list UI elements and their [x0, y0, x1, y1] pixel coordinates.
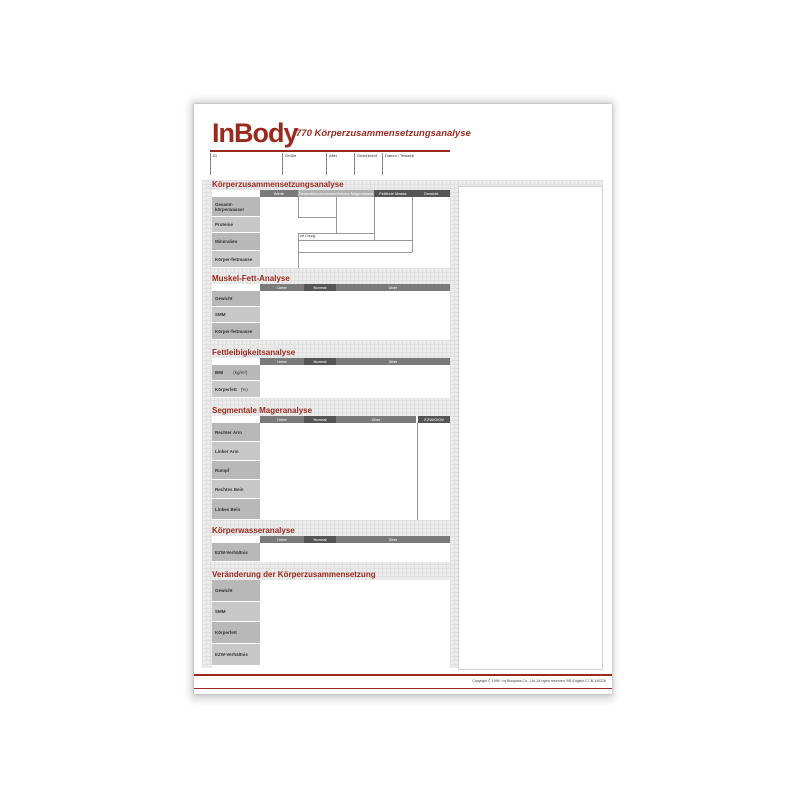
field-height: Größe	[282, 153, 325, 175]
section-title-change: Veränderung der Körperzusammensetzung	[212, 570, 376, 579]
grid-line	[374, 197, 375, 240]
table-note: ert Chung	[300, 234, 316, 238]
row-label: Körperfett	[212, 622, 260, 644]
col-header: Normal	[304, 284, 336, 291]
col-header: Gewicht	[412, 190, 450, 197]
col-header: Über	[336, 284, 450, 291]
change-table	[212, 580, 450, 668]
footer-divider	[194, 688, 612, 689]
grid-line	[298, 217, 336, 218]
result-sheet	[194, 104, 612, 694]
grid-line	[412, 197, 413, 252]
col-header: EZW/GKW	[418, 416, 450, 423]
sheet-title: 770 Körperzusammensetzungsanalyse	[296, 128, 471, 139]
row-label: Rechtes Bein	[212, 480, 260, 499]
header-divider	[210, 150, 450, 152]
col-header: Gesamtkörperwasser	[298, 191, 337, 196]
grid-line	[336, 197, 337, 233]
field-date: Datum / Testzeit	[382, 153, 445, 175]
row-label-text: Körperfett	[215, 386, 237, 392]
grid-line	[298, 197, 299, 217]
row-label: Körper-fettmasse	[212, 323, 260, 340]
col-header: Unter	[260, 536, 304, 543]
grid-line	[417, 423, 418, 520]
row-label: Gewicht	[212, 291, 260, 307]
col-header: Normal	[304, 416, 336, 423]
row-label: Proteine	[212, 217, 260, 233]
header-fields	[210, 153, 450, 177]
col-header: Über	[336, 536, 450, 543]
row-label: Körper-fettmasse	[212, 251, 260, 268]
section-title-water: Körperwasseranalyse	[212, 526, 295, 535]
col-header: Normal	[304, 358, 336, 365]
inbody-logo: InBody	[212, 118, 298, 148]
row-label-text: BMI	[215, 370, 224, 375]
field-id: ID	[210, 153, 283, 175]
muscle-fat-table	[212, 284, 450, 340]
section-title-segmental: Segmentale Mageranalyse	[212, 406, 313, 415]
section-title-obesity: Fettleibigkeitsanalyse	[212, 348, 296, 357]
col-header: Werte	[260, 190, 298, 197]
row-label: SMM	[212, 602, 260, 622]
col-header: Unter	[260, 416, 304, 423]
row-label: Rumpf	[212, 461, 260, 480]
row-label: EZW-Verhältnis	[212, 644, 260, 666]
col-header: Über	[336, 416, 416, 423]
unit-label: (%)	[240, 386, 248, 392]
footer-divider	[194, 674, 612, 676]
section-title-body-comp: Körperzusammensetzungsanalyse	[212, 180, 344, 189]
grid-line	[298, 252, 412, 253]
row-label: EZW-Verhältnis	[212, 543, 260, 562]
row-label: Mineralien	[212, 233, 260, 251]
col-header: Unter	[260, 358, 304, 365]
row-label: Gewicht	[212, 580, 260, 602]
col-header: Normal	[304, 536, 336, 543]
row-label-bmi	[212, 365, 260, 381]
grid-line	[298, 240, 412, 241]
field-gender: Geschlecht	[354, 153, 383, 175]
row-label: Gesamt-körperwasser	[212, 197, 260, 217]
body-comp-table	[212, 190, 450, 268]
row-label: SMM	[212, 307, 260, 323]
row-label: Linker Arm	[212, 442, 260, 461]
row-label: Linkes Bein	[212, 499, 260, 520]
col-header: Fettfreie Masse	[374, 190, 412, 197]
col-header: Über	[336, 358, 450, 365]
unit-label: (kg/m²)	[233, 370, 248, 375]
grid-line	[298, 233, 299, 268]
col-header: Unter	[260, 284, 304, 291]
section-title-muscle-fat: Muskel-Fett-Analyse	[212, 274, 290, 283]
right-panel	[458, 186, 603, 670]
row-label-bodyfat	[212, 381, 260, 398]
segmental-table	[212, 416, 450, 520]
obesity-table	[212, 358, 450, 398]
col-header: Weiche Magermasse	[336, 191, 374, 196]
field-age: Alter	[326, 153, 355, 175]
row-label: Rechter Arm	[212, 423, 260, 442]
copyright-text: Copyright © 1996~ by Biospace Co., Ltd. All rights reserved. BR-English-C7-B-140226	[472, 679, 606, 683]
water-table	[212, 536, 450, 562]
